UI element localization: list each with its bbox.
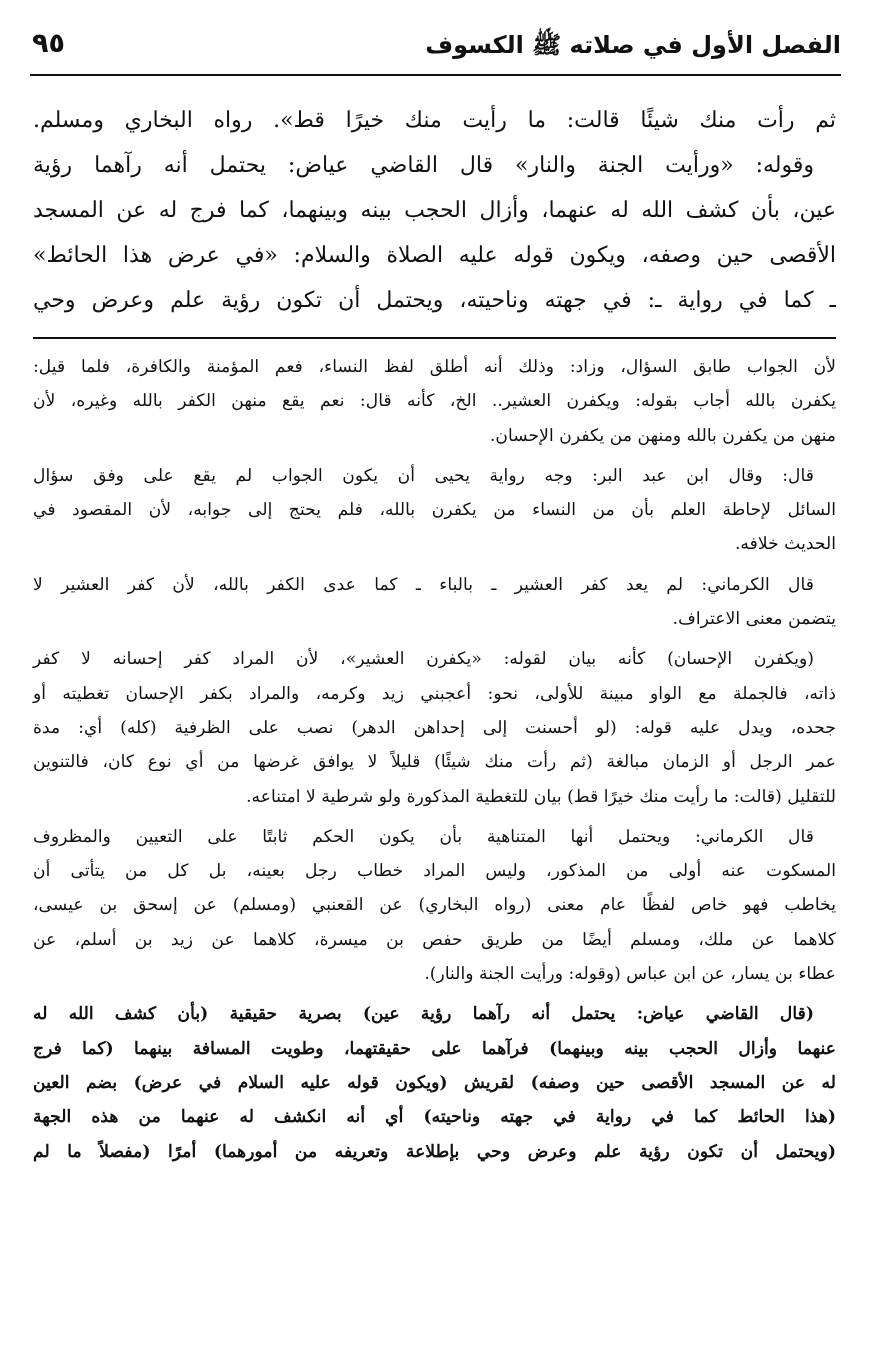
commentary-line: قال: وقال ابن عبد البر: وجه رواية يحيى أن يكون الجواب لم يقع على وفق سؤال xyxy=(33,465,814,486)
commentary-line: (ويكفرن الإحسان) كأنه بيان لقوله: «يكفرن العشير»، لأن المراد كفر إحسانه لا كفر xyxy=(33,649,814,670)
main-text xyxy=(33,98,836,323)
running-title: الفصل الأول في صلاته ﷺ الكسوف xyxy=(425,31,841,59)
commentary-line: له عن المسجد الأقصى حين وصفه) لقريش (ويكون قوله عليه السلام في عرض) بضم العين xyxy=(33,1072,836,1093)
footnote-divider xyxy=(33,337,836,339)
commentary-line: (هذا الحائط كما في رواية في جهته وناحيته) أي أنه انكشف له عنهما من هذه الجهة xyxy=(33,1107,836,1128)
page-number: ٩٥ xyxy=(32,28,65,59)
commentary-line: عطاء بن يسار، عن ابن عباس (وقوله: ورأيت الجنة والنار). xyxy=(424,964,836,985)
main-text-line: عين، بأن كشف الله له عنهما، وأزال الحجب بينه وبينهما، كما فرج له عن المسجد xyxy=(33,198,836,223)
commentary-line: كلاهما عن ملك، ومسلم أيضًا من طريق حفص بن ميسرة، كلاهما عن زيد بن أسلم، عن xyxy=(33,929,836,950)
main-text-line: الأقصى حين وصفه، ويكون قوله عليه الصلاة والسلام: «في عرض هذا الحائط» xyxy=(33,243,836,268)
commentary xyxy=(33,350,836,1169)
page-header xyxy=(30,24,841,76)
commentary-line: للتقليل (قالت: ما رأيت منك خيرًا قط) بيان للتغطية المذكورة ولو شرطية لا امتناعه. xyxy=(246,786,836,807)
commentary-line: قال الكرماني: لم يعد كفر العشير ـ بالباء ـ كما عدى الكفر بالله، لأن كفر العشير لا xyxy=(33,574,814,595)
commentary-line: المسكوت عنه أولى من المذكور، وليس المراد خطاب رجل بعينه، بل كل من يتأتى أن xyxy=(33,861,836,882)
commentary-line: جحده، ويدل عليه قوله: (لو أحسنت إلى إحداهن الدهر) نصب على الظرفية (كله) أي: مدة xyxy=(33,717,836,738)
commentary-line: يخاطب فهو خاص لفظًا عام معنى (رواه البخاري) عن القعنبي (ومسلم) عن إسحق بن عيسى، xyxy=(33,895,836,916)
commentary-line: (قال القاضي عياض: يحتمل أنه رآهما رؤية عين) بصرية حقيقية (بأن كشف الله له xyxy=(33,1004,814,1025)
commentary-line: لأن الجواب طابق السؤال، وزاد: وذلك أنه أطلق لفظ النساء، فعم المؤمنة والكافرة، فلما قيل: xyxy=(33,357,836,377)
commentary-line: عنهما وأزال الحجب بينه وبينهما) فرآهما على حقيقتهما، وطويت المسافة بينهما (كما فرج xyxy=(33,1038,836,1059)
main-text-line: ـ كما في رواية ـ: في جهته وناحيته، ويحتمل أن تكون رؤية علم وعرض وحي xyxy=(33,288,836,313)
main-text-line: ثم رأت منك شيئًا قالت: ما رأيت منك خيرًا قط». رواه البخاري ومسلم. xyxy=(33,108,836,133)
commentary-line: ذاته، فالجملة مع الواو مبينة للأولى، نحو: أعجبني زيد وكرمه، والمراد بكفر الإحسان تغطيته أو xyxy=(33,683,836,704)
commentary-line: (ويحتمل أن تكون رؤية علم وعرض وحي بإطلاعة وتعريفه من أمورهما) أمرًا (مفصلاً ما لم xyxy=(33,1141,836,1162)
main-text-line: وقوله: «ورأيت الجنة والنار» قال القاضي عياض: يحتمل أنه رآهما رؤية xyxy=(33,153,814,178)
commentary-line: عمر الرجل أو الزمان مبالغة (ثم رأت منك شيئًا) قليلاً لا يوافق غرضها من أي نوع كان، فالتنوين xyxy=(33,752,836,773)
commentary-line: يتضمن معنى الاعتراف. xyxy=(672,609,836,630)
commentary-line: منهن من يكفرن بالله ومنهن من يكفرن الإحسان. xyxy=(489,425,836,446)
commentary-line: قال الكرماني: ويحتمل أنها المتناهية بأن يكون الحكم ثابتًا على التعيين والمظروف xyxy=(33,826,814,847)
commentary-line: السائل لإحاطة العلم بأن من النساء من يكفرن بالله، فلم يحتج إلى جوابه، لأن المقصود في xyxy=(33,500,836,521)
commentary-line: يكفرن بالله أجاب بقوله: ويكفرن العشير.. الخ، كأنه قال: نعم يقع منهن الكفر بالله وغيره، لأن xyxy=(33,391,836,412)
commentary-line: الحديث خلافه. xyxy=(734,534,836,555)
